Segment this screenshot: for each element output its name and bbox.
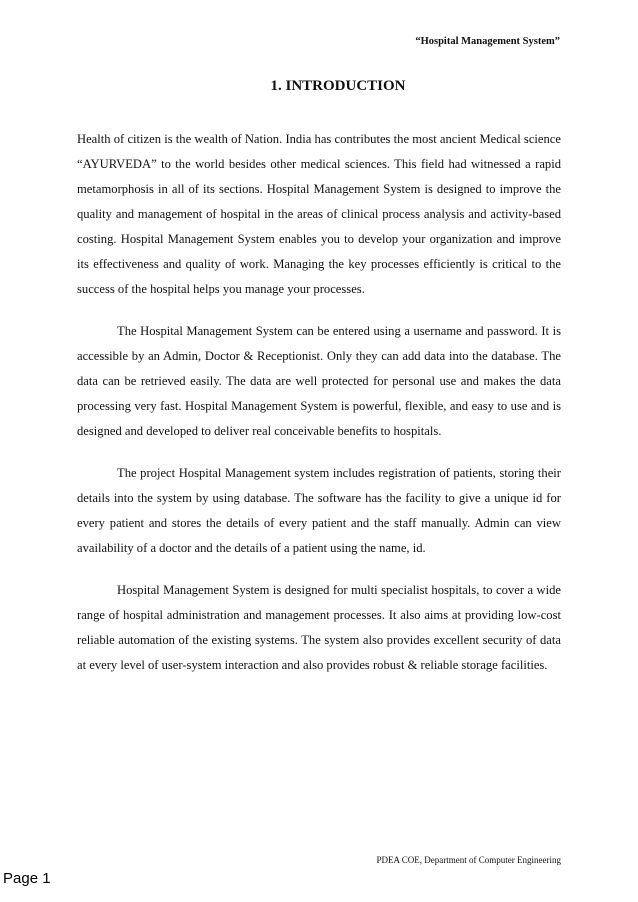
footer-institution: PDEA COE, Department of Computer Engineering [376,855,561,865]
paragraph-1: Health of citizen is the wealth of Nation. India has contributes the most ancient Medical science “AYURVEDA” to the world besides other medical sciences. This field had witnessed a rapid metamorphosis in all of its sections. Hospital Management System is designed to improve the quality and management of hospital in the areas of clinical process analysis and activity-based costing. Hospital Management System enables you to develop your organization and improve its effectiveness and quality of work. Managing the key processes efficiently is critical to the success of the hospital helps you manage your processes. [77,132,561,296]
section-heading: 1. INTRODUCTION [270,78,406,94]
running-header-title: “Hospital Management System” [415,36,560,47]
paragraph-2: The Hospital Management System can be entered using a username and password. It is accessible by an Admin, Doctor & Receptionist. Only they can add data into the database. The data can be retrieved easily. The data are well protected for personal use and makes the data processing very fast. Hospital Management System is powerful, flexible, and easy to use and is designed and developed to deliver real conceivable benefits to hospitals. [77,324,561,438]
page-number-label: Page 1 [3,870,51,887]
paragraph-4: Hospital Management System is designed for multi specialist hospitals, to cover a wide range of hospital administration and management processes. It also aims at providing low-cost reliable automation of the existing systems. The system also provides excellent security of data at every level of user-system interaction and also provides robust & reliable storage facilities. [77,583,561,672]
paragraph-3: The project Hospital Management system includes registration of patients, storing their details into the system by using database. The software has the facility to give a unique id for every patient and stores the details of every patient and the staff manually. Admin can view availability of a doctor and the details of a patient using the name, id. [77,466,561,555]
body-text [77,127,561,695]
